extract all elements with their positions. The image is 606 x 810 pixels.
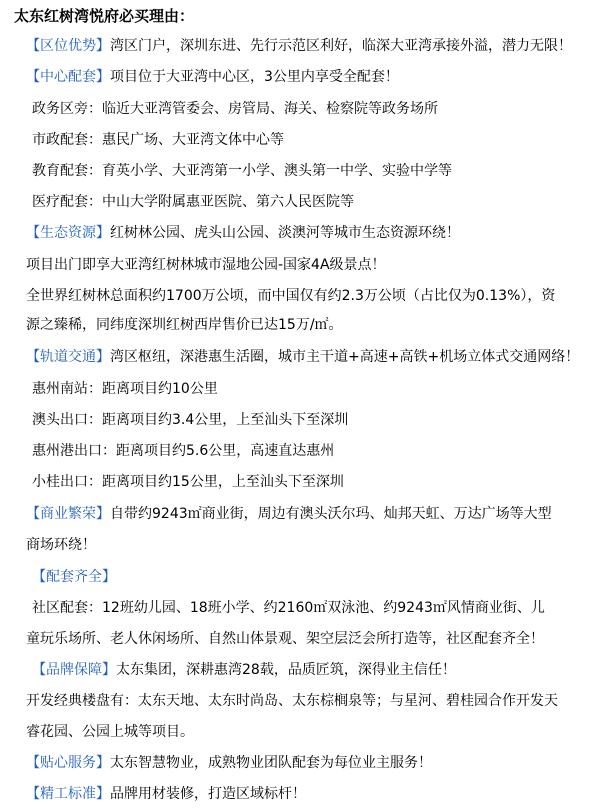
- facilities-line-1: 社区配套：12班幼儿园、18班小学、约2160㎡双泳池、约9243㎡风情商业街、儿: [32, 600, 545, 616]
- brand-tag: 【品牌保障】: [32, 662, 116, 678]
- facilities-line: [32, 567, 606, 587]
- facilities-line-2: 童玩乐场所、老人休闲场所、自然山体景观、架空层泛会所打造等，社区配套齐全！: [26, 631, 544, 647]
- location-tag: 【区位优势】: [26, 38, 110, 54]
- center-item: 市政配套：惠民广场、大亚湾文体中心等: [32, 132, 284, 148]
- center-item: 教育配套：育英小学、大亚湾第一小学、澳头第一中学、实验中学等: [32, 163, 452, 179]
- center-text: 项目位于大亚湾中心区，3公里内享受全配套！: [110, 69, 399, 85]
- brand-line-2: 睿花园、公园上城等项目。: [26, 724, 194, 740]
- commerce-line-2: 商场环绕！: [26, 537, 96, 553]
- commerce-tag: 【商业繁荣】: [26, 506, 110, 522]
- brand-line-1: 开发经典楼盘有：太东天地、太东时尚岛、太东棕榈泉等；与星河、碧桂园合作开发天: [26, 693, 558, 709]
- facilities-tag: 【配套齐全】: [32, 569, 116, 585]
- service-line: [26, 753, 606, 773]
- service-text: 太东智慧物业，成熟物业团队配套为每位业主服务！: [110, 755, 432, 771]
- center-tag: 【中心配套】: [26, 69, 110, 85]
- quality-line: [26, 784, 606, 804]
- eco-text: 红树林公园、虎头山公园、淡澳河等城市生态资源环绕！: [110, 225, 460, 241]
- traffic-item: 小桂出口：距离项目约15公里，上至汕头下至深圳: [32, 474, 344, 490]
- eco-tag: 【生态资源】: [26, 225, 110, 241]
- traffic-item: 惠州南站：距离项目约10公里: [32, 381, 218, 397]
- eco-line: 源之臻稀，同纬度深圳红树西岸售价已达15万/㎡。: [26, 317, 343, 333]
- brand-text: 太东集团，深耕惠湾28载，品质匠筑，深得业主信任！: [116, 662, 456, 678]
- eco-line: 全世界红树林总面积约1700万公顷，而中国仅有约2.3万公顷（占比仅为0.13%），资: [26, 288, 556, 304]
- location-line: [26, 36, 606, 56]
- center-item: 医疗配套：中山大学附属惠亚医院、第六人民医院等: [32, 194, 354, 210]
- center-item: 政务区旁：临近大亚湾管委会、房管局、海关、检察院等政务场所: [32, 101, 438, 117]
- page-title: 太东红树湾悦府必买理由：: [14, 7, 195, 25]
- traffic-tag: 【轨道交通】: [26, 349, 110, 365]
- brand-line: [32, 660, 606, 680]
- traffic-text: 湾区枢纽，深港惠生活圈，城市主干道+高速+高铁+机场立体式交通网络！: [110, 349, 580, 365]
- commerce-line: [26, 504, 606, 524]
- traffic-item: 澳头出口：距离项目约3.4公里，上至汕头下至深圳: [32, 412, 349, 428]
- service-tag: 【贴心服务】: [26, 755, 110, 771]
- location-text: 湾区门户，深圳东进、先行示范区利好，临深大亚湾承接外溢，潜力无限！: [110, 38, 572, 54]
- quality-text: 品牌用材装修，打造区域标杆！: [110, 786, 306, 802]
- commerce-text: 自带约9243㎡商业街，周边有澳头沃尔玛、灿邦天虹、万达广场等大型: [110, 506, 552, 522]
- traffic-item: 惠州港出口：距离项目约5.6公里，高速直达惠州: [32, 443, 335, 459]
- eco-line: [26, 223, 606, 243]
- eco-line: 项目出门即享大亚湾红树林城市湿地公园-国家4A级景点！: [26, 257, 386, 273]
- quality-tag: 【精工标准】: [26, 786, 110, 802]
- center-line: [26, 67, 606, 87]
- traffic-line: [26, 347, 606, 367]
